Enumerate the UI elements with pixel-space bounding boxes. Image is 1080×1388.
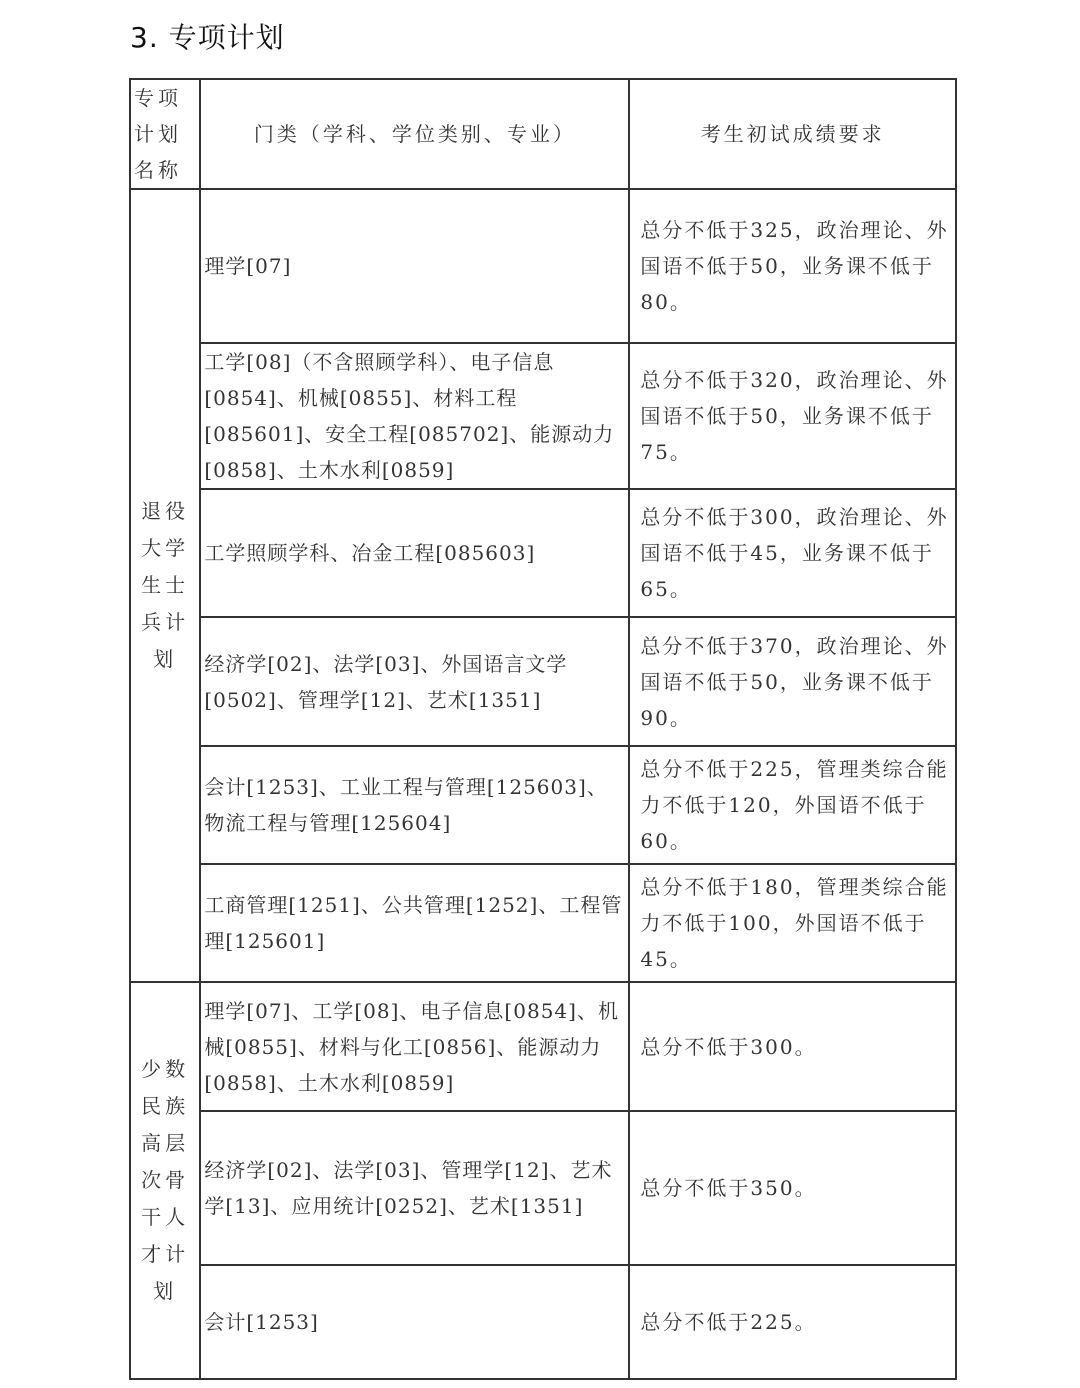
header-requirement: 考生初试成绩要求	[629, 79, 956, 189]
requirement-cell: 总分不低于325，政治理论、外国语不低于50，业务课不低于80。	[629, 189, 956, 343]
table-row	[130, 1111, 956, 1265]
plan-name-veteran: 退役大学生士兵计划	[130, 189, 200, 982]
table-row	[130, 982, 956, 1111]
requirement-cell: 总分不低于180，管理类综合能力不低于100，外国语不低于45。	[629, 864, 956, 982]
requirement-cell: 总分不低于225。	[629, 1265, 956, 1379]
table-header-row	[130, 79, 956, 189]
category-cell: 会计[1253]、工业工程与管理[125603]、物流工程与管理[125604]	[200, 746, 629, 864]
category-cell: 工学照顾学科、冶金工程[085603]	[200, 489, 629, 617]
section-title: 3. 专项计划	[130, 21, 285, 54]
requirement-cell: 总分不低于225，管理类综合能力不低于120，外国语不低于60。	[629, 746, 956, 864]
category-cell: 会计[1253]	[200, 1265, 629, 1379]
category-cell: 经济学[02]、法学[03]、管理学[12]、艺术学[13]、应用统计[0252]、艺术[1351]	[200, 1111, 629, 1265]
table-row	[130, 1265, 956, 1379]
plan-name-minority: 少数民族高层次骨干人才计划	[130, 982, 200, 1379]
table-row	[130, 617, 956, 746]
category-cell: 工学[08]（不含照顾学科）、电子信息[0854]、机械[0855]、材料工程[085601]、安全工程[085702]、能源动力[0858]、土木水利[0859]	[200, 343, 629, 489]
requirement-cell: 总分不低于300。	[629, 982, 956, 1111]
category-cell: 经济学[02]、法学[03]、外国语言文学[0502]、管理学[12]、艺术[1351]	[200, 617, 629, 746]
table-row	[130, 489, 956, 617]
special-plans-table	[129, 78, 957, 1380]
table-row	[130, 343, 956, 489]
table-row	[130, 864, 956, 982]
category-cell: 理学[07]	[200, 189, 629, 343]
header-category: 门类（学科、学位类别、专业）	[200, 79, 629, 189]
requirement-cell: 总分不低于350。	[629, 1111, 956, 1265]
requirement-cell: 总分不低于300，政治理论、外国语不低于45，业务课不低于65。	[629, 489, 956, 617]
category-cell: 工商管理[1251]、公共管理[1252]、工程管理[125601]	[200, 864, 629, 982]
table-row	[130, 189, 956, 343]
header-plan-name: 专项计划名称	[130, 79, 200, 189]
requirement-cell: 总分不低于370，政治理论、外国语不低于50，业务课不低于90。	[629, 617, 956, 746]
table-row	[130, 746, 956, 864]
requirement-cell: 总分不低于320，政治理论、外国语不低于50，业务课不低于75。	[629, 343, 956, 489]
category-cell: 理学[07]、工学[08]、电子信息[0854]、机械[0855]、材料与化工[0856]、能源动力[0858]、土木水利[0859]	[200, 982, 629, 1111]
